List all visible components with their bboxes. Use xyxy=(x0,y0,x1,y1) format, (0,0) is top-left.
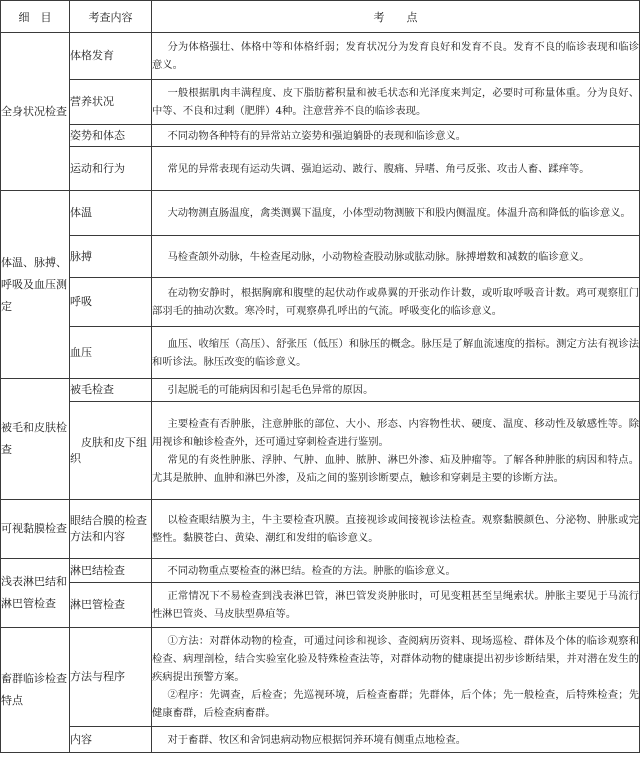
table-row xyxy=(1,500,640,559)
content-cell: 内容 xyxy=(70,727,152,753)
content-cell: 营养状况 xyxy=(70,80,152,125)
table-row xyxy=(1,125,640,147)
table-row xyxy=(1,727,640,753)
point-text: 正常情况下不易检查到浅表淋巴管，淋巴管发炎肿胀时，可见变粗甚至呈绳索状。肿胀主要见于马流行性淋巴管炎、马皮肤型鼻疽等。 xyxy=(152,590,639,620)
header-content: 考查内容 xyxy=(70,1,152,33)
table-row xyxy=(1,583,640,628)
table-row xyxy=(1,33,640,80)
points-cell xyxy=(152,379,640,402)
table-row xyxy=(1,147,640,191)
point-text: 大动物测直肠温度，禽类测翼下温度，小体型动物测腋下和股内侧温度。体温升高和降低的临诊意义。 xyxy=(167,207,631,219)
points-cell xyxy=(152,500,640,559)
header-row xyxy=(1,1,640,33)
content-cell: 体温 xyxy=(70,191,152,236)
category-cell: 可视黏膜检查 xyxy=(1,500,70,559)
table-row xyxy=(1,236,640,278)
content-cell: 体格发育 xyxy=(70,33,152,80)
point-text: ②程序：先调查，后检查；先巡视环境，后检查畜群；先群体，后个体；先一般检查，后特殊检查；先健康畜群，后检查病畜群。 xyxy=(152,689,639,719)
table-row xyxy=(1,402,640,500)
point-text: 常见的异常表现有运动失调、强迫运动、跛行、腹痛、异嗜、角弓反张、攻击人畜、蹂痒等。 xyxy=(167,162,590,175)
point-text: 一般根据肌肉丰满程度、皮下脂肪蓄积量和被毛状态和光泽度来判定，必要时可称量体重。分为良好、中等、不良和过剩（肥胖）4种。注意营养不良的临诊表现。 xyxy=(152,87,639,117)
header-category: 细 目 xyxy=(1,1,70,33)
points-cell xyxy=(152,191,640,236)
points-cell xyxy=(152,727,640,753)
content-cell: 脉搏 xyxy=(70,236,152,278)
point-text: 血压、收缩压（高压）、舒张压（低压）和脉压的概念。脉压是了解血流速度的指标。测定方法有视诊法和听诊法。脉压改变的临诊意义。 xyxy=(152,337,639,368)
point-text: 分为体格强壮、体格中等和体格纤弱；发育状况分为发育良好和发育不良。发育不良的临诊表现和临诊意义。 xyxy=(152,41,639,71)
point-text: ①方法：对群体动物的检查，可通过问诊和视诊、查阅病历资料、现场巡检、群体及个体的临诊观察和检查、病理剖检，结合实验室化验及特殊检查法等，对群体动物的健康提出初步诊断结果，并对潜在发生的疾病提出预警方案。 xyxy=(152,635,639,683)
category-cell: 被毛和皮肤检查 xyxy=(1,379,70,500)
content-cell: 淋巴结检查 xyxy=(70,559,152,583)
content-cell: 血压 xyxy=(70,327,152,379)
point-text: 引起脱毛的可能病因和引起毛色异常的原因。 xyxy=(167,384,374,396)
table-row xyxy=(1,80,640,125)
category-cell: 浅表淋巴结和淋巴管检查 xyxy=(1,559,70,628)
table-row xyxy=(1,559,640,583)
point-text: 不同动物各种特有的异常站立姿势和强迫躺卧的表现和临诊意义。 xyxy=(167,129,467,142)
point-text: 常见的有炎性肿胀、浮肿、气肿、血肿、脓肿、淋巴外渗、疝及肿瘤等。了解各种肿胀的病因和特点。尤其是脓肿、血肿和淋巴外渗，及疝之间的鉴别诊断要点，触诊和穿刺是主要的诊断方法。 xyxy=(152,453,639,484)
category-cell: 体温、脉搏、呼吸及血压测定 xyxy=(1,191,70,379)
category-cell: 全身状况检查 xyxy=(1,33,70,191)
point-text: 以检查眼结膜为主，牛主要检查巩膜。直接视诊或间接视诊法检查。观察黏膜颜色、分泌物、肿胀或完整性。黏膜苍白、黄染、潮红和发绀的临诊意义。 xyxy=(152,514,639,544)
table-row xyxy=(1,379,640,402)
points-cell xyxy=(152,583,640,628)
table-row xyxy=(1,278,640,327)
content-cell: 姿势和体态 xyxy=(70,125,152,147)
content-cell: 运动和行为 xyxy=(70,147,152,191)
content-cell: 皮肤和皮下组织 xyxy=(70,402,152,500)
content-cell: 方法与程序 xyxy=(70,628,152,727)
points-cell xyxy=(152,147,640,191)
points-cell xyxy=(152,236,640,278)
table-row xyxy=(1,628,640,727)
points-cell xyxy=(152,80,640,125)
point-text: 在动物安静时，根据胸廓和腹壁的起伏动作或鼻翼的开张动作计数，或听取呼吸音计数。鸡可观察肛门部羽毛的抽动次数。寒冷时，可观察鼻孔呼出的气流。呼吸变化的临诊意义。 xyxy=(152,287,639,317)
points-cell xyxy=(152,278,640,327)
point-text: 马检查颌外动脉，牛检查尾动脉，小动物检查股动脉或肱动脉。脉搏增数和减数的临诊意义。 xyxy=(167,250,590,263)
points-cell xyxy=(152,628,640,727)
content-cell: 呼吸 xyxy=(70,278,152,327)
points-cell xyxy=(152,33,640,80)
content-cell: 眼结合膜的检查方法和内容 xyxy=(70,500,152,559)
content-cell: 淋巴管检查 xyxy=(70,583,152,628)
content-cell: 被毛检查 xyxy=(70,379,152,402)
point-text: 对于畜群、牧区和舍饲患病动物应根据饲养环境有侧重点地检查。 xyxy=(167,733,467,746)
points-cell xyxy=(152,327,640,379)
points-cell xyxy=(152,125,640,147)
category-cell: 畜群临诊检查特点 xyxy=(1,628,70,753)
table-row xyxy=(1,191,640,236)
points-cell xyxy=(152,402,640,500)
points-cell xyxy=(152,559,640,583)
header-points: 考 点 xyxy=(152,1,640,33)
table-row xyxy=(1,327,640,379)
point-text: 不同动物重点要检查的淋巴结。检查的方法。肿胀的临诊意义。 xyxy=(167,564,456,577)
point-text: 主要检查有否肿胀，注意肿胀的部位、大小、形态、内容物性状、硬度、温度、移动性及敏感性等。除用视诊和触诊检查外，还可通过穿刺检查进行鉴别。 xyxy=(152,417,639,448)
